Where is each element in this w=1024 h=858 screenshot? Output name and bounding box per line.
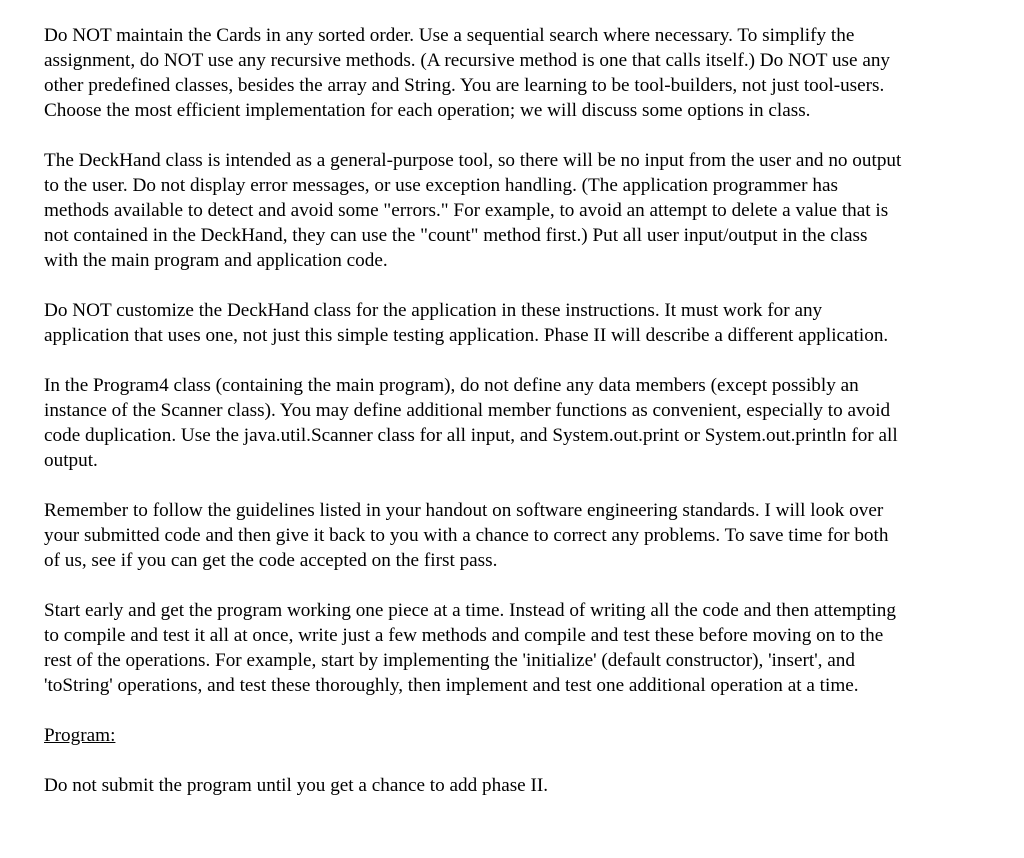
paragraph-sorting-rules: Do NOT maintain the Cards in any sorted order. Use a sequential search where necessary. To simplify the assignment, do NOT use any recursive methods. (A recursive method is one that calls itself.) Do NOT use any other predefined classes, besides the array and String. You are learning to be tool-builders, not just tool-users. Choose the most efficient implementation for each operation; we will discuss some options in class. <box>44 25 891 121</box>
paragraph-program4-class: In the Program4 class (containing the main program), do not define any data members (except possibly an instance of the Scanner class). You may define additional member functions as convenient, especially to avoid code duplication. Use the java.util.Scanner class for all input, and System.out.print or System.out.println for all output. <box>44 375 898 471</box>
final-note: Do not submit the program until you get a chance to add phase II. <box>44 775 549 796</box>
paragraph-deckhand-io: The DeckHand class is intended as a general-purpose tool, so there will be no input from the user and no output to the user. Do not display error messages, or use exception handling. (The application programmer has methods available to detect and avoid some "errors." For example, to avoid an attempt to delete a value that is not contained in the DeckHand, they can use the "count" method first.) Put all user input/output in the class with the main program and application code. <box>44 150 902 271</box>
program-heading: Program: <box>44 725 116 746</box>
paragraph-guidelines: Remember to follow the guidelines listed in your handout on software engineering standards. I will look over your submitted code and then give it back to you with a chance to correct any problems. To save time for both of us, see if you can get the code accepted on the first pass. <box>44 500 889 571</box>
document-page <box>44 23 994 823</box>
paragraph-start-early: Start early and get the program working one piece at a time. Instead of writing all the code and then attempting to compile and test it all at once, write just a few methods and compile and test these before moving on to the rest of the operations. For example, start by implementing the 'initialize' (default constructor), 'insert', and 'toString' operations, and test these thoroughly, then implement and test one additional operation at a time. <box>44 600 896 696</box>
paragraph-no-customize: Do NOT customize the DeckHand class for the application in these instructions. It must work for any application that uses one, not just this simple testing application. Phase II will describe a different application. <box>44 300 889 346</box>
